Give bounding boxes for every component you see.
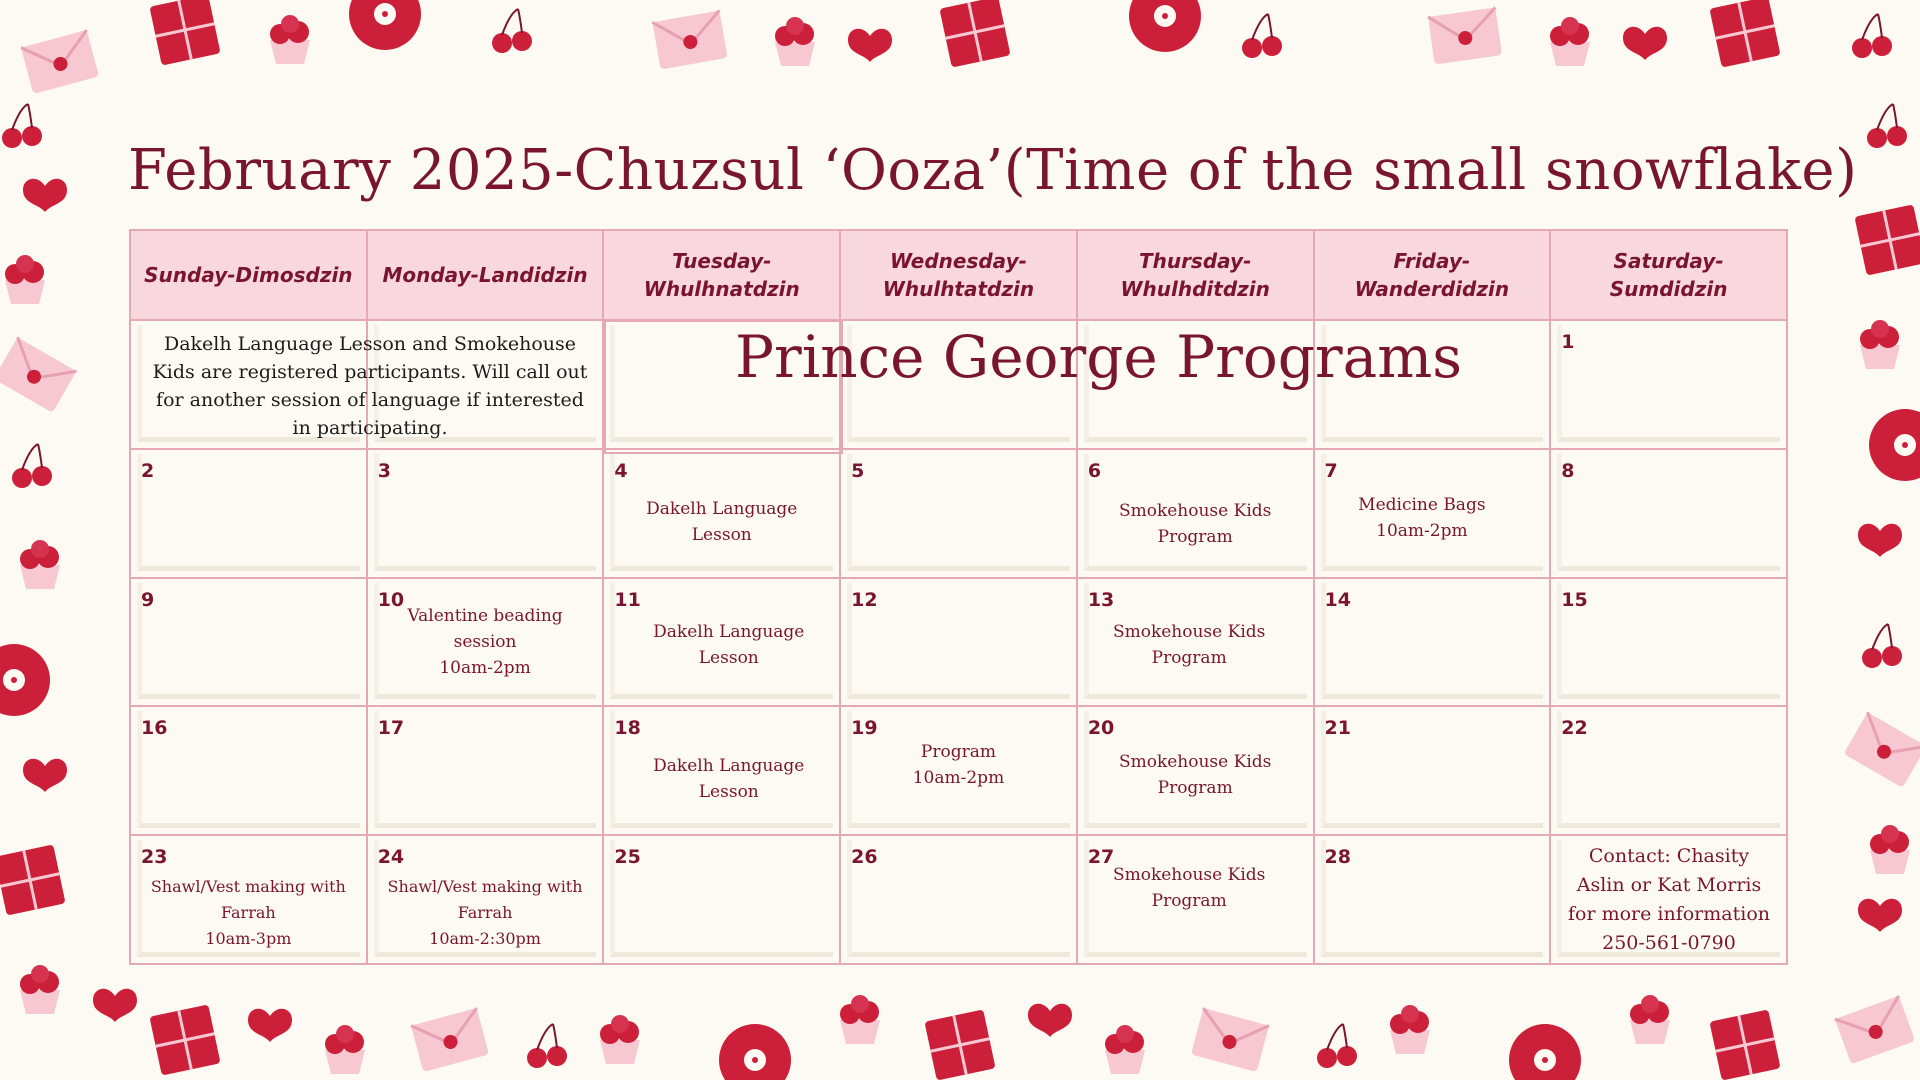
event-line: Shawl/Vest making with — [150, 877, 346, 897]
weekday-wednesday: Wednesday-Whulhtatdzin — [840, 230, 1077, 320]
day-number: 13 — [1087, 588, 1115, 611]
page-title: February 2025-Chuzsul ‘Ooza’(Time of the small snowflake) — [128, 138, 1858, 203]
day-cell-10 — [367, 578, 604, 707]
event-text — [1078, 498, 1313, 550]
event-text — [131, 874, 366, 952]
day-number: 21 — [1324, 717, 1351, 740]
day-number: 20 — [1087, 717, 1115, 740]
day-cell-28 — [1314, 835, 1551, 964]
event-text — [1315, 492, 1530, 544]
registration-note: Dakelh Language Lesson and Smokehouse Kids are registered participants. Will call out for another session of language if interested in participating. — [152, 333, 588, 439]
day-number: 18 — [614, 717, 641, 740]
weekday-saturday: Saturday-Sumdidzin — [1550, 230, 1787, 320]
day-cell-26 — [840, 835, 1077, 964]
day-cell-9 — [130, 578, 367, 707]
day-cell-8 — [1550, 449, 1787, 578]
event-line: 10am-2pm — [439, 657, 531, 678]
event-line: Valentine beading — [407, 605, 563, 626]
event-line: Program — [1151, 647, 1227, 668]
event-text — [368, 603, 603, 681]
day-number: 10 — [377, 588, 405, 611]
event-line: Smokehouse Kids — [1112, 621, 1266, 642]
contact-line: Aslin or Kat Morris — [1576, 874, 1762, 896]
day-cell-12 — [840, 578, 1077, 707]
day-cell-13 — [1077, 578, 1314, 707]
event-line: Program — [1157, 778, 1233, 799]
contact-line: for more information — [1567, 903, 1770, 925]
event-line: Farrah — [457, 903, 513, 923]
day-cell-19 — [840, 706, 1077, 835]
event-text — [1078, 619, 1301, 671]
day-cell-25 — [603, 835, 840, 964]
day-number: 19 — [851, 717, 878, 740]
day-number: 22 — [1561, 717, 1588, 740]
day-number: 24 — [377, 846, 405, 869]
event-line: Program — [1151, 891, 1227, 912]
day-number: 1 — [1561, 331, 1575, 353]
day-cell-7 — [1314, 449, 1551, 578]
day-cell-24 — [367, 835, 604, 964]
day-cell-18 — [603, 706, 840, 835]
event-text — [1078, 749, 1313, 801]
day-number: 28 — [1324, 846, 1351, 869]
day-cell-2 — [130, 449, 367, 578]
day-number: 16 — [141, 717, 168, 740]
day-number: 4 — [614, 459, 628, 482]
contact-line: Contact: Chasity — [1588, 845, 1750, 867]
weekday-thursday: Thursday-Whulhditdzin — [1077, 230, 1314, 320]
programs-subtitle: Prince George Programs — [735, 323, 1462, 391]
event-line: Smokehouse Kids — [1112, 865, 1266, 886]
weekday-monday: Monday-Landidzin — [367, 230, 604, 320]
day-number: 25 — [614, 846, 641, 869]
day-number: 12 — [851, 588, 878, 611]
event-line: Dakelh Language — [653, 621, 805, 642]
event-line: Dakelh Language — [653, 756, 805, 777]
event-text — [841, 739, 1076, 791]
day-number: 2 — [141, 459, 155, 482]
event-text — [1078, 862, 1301, 914]
weekday-header-row — [130, 230, 1787, 320]
day-cell-1 — [1550, 320, 1787, 449]
event-line: Dakelh Language — [646, 498, 798, 519]
day-number: 23 — [141, 846, 168, 869]
contact-phone: 250-561-0790 — [1602, 932, 1736, 954]
day-cell-14 — [1314, 578, 1551, 707]
day-cell-6 — [1077, 449, 1314, 578]
week-row-2 — [130, 449, 1787, 578]
week-row-3 — [130, 578, 1787, 707]
day-cell-15 — [1550, 578, 1787, 707]
event-line: Medicine Bags — [1358, 494, 1486, 515]
event-line: Smokehouse Kids — [1118, 500, 1272, 521]
event-line: Lesson — [698, 647, 759, 668]
event-line: 10am-2pm — [912, 768, 1005, 789]
day-number: 5 — [851, 459, 865, 482]
day-cell-22 — [1550, 706, 1787, 835]
day-number: 11 — [614, 588, 641, 611]
event-line: session — [453, 631, 517, 652]
day-number: 7 — [1324, 459, 1338, 482]
weekday-sunday: Sunday-Dimosdzin — [130, 230, 367, 320]
day-number: 17 — [377, 717, 405, 740]
day-cell-20 — [1077, 706, 1314, 835]
day-number: 3 — [377, 459, 391, 482]
day-number: 6 — [1087, 459, 1102, 482]
day-number: 27 — [1087, 846, 1115, 869]
day-cell-17 — [367, 706, 604, 835]
event-line: 10am-3pm — [205, 929, 292, 949]
day-cell-16 — [130, 706, 367, 835]
day-number: 14 — [1324, 588, 1351, 611]
week-row-4 — [130, 706, 1787, 835]
event-text — [368, 874, 603, 952]
event-line: 10am-2pm — [1376, 520, 1468, 541]
day-cell-4 — [603, 449, 840, 578]
day-cell-3 — [367, 449, 604, 578]
event-line: Lesson — [698, 782, 759, 803]
event-line: 10am-2:30pm — [429, 929, 541, 949]
event-text — [618, 753, 839, 805]
event-line: Program — [920, 742, 996, 763]
event-text — [604, 496, 839, 548]
event-line: Farrah — [221, 903, 276, 923]
day-number: 8 — [1561, 459, 1575, 482]
day-cell-27 — [1077, 835, 1314, 964]
event-line: Shawl/Vest making with — [387, 877, 583, 897]
event-line: Program — [1157, 526, 1233, 547]
event-line: Smokehouse Kids — [1118, 752, 1272, 773]
event-text — [618, 619, 839, 671]
day-cell-23 — [130, 835, 367, 964]
day-number: 26 — [851, 846, 878, 869]
day-cell-21 — [1314, 706, 1551, 835]
day-number: 9 — [141, 588, 155, 611]
week-row-5 — [130, 835, 1787, 964]
weekday-friday: Friday-Wanderdidzin — [1314, 230, 1551, 320]
day-cell-11 — [603, 578, 840, 707]
contact-info — [1551, 842, 1787, 958]
weekday-tuesday: Tuesday-Whulhnatdzin — [603, 230, 840, 320]
day-number: 15 — [1561, 588, 1588, 611]
event-line: Lesson — [691, 524, 752, 545]
day-cell-5 — [840, 449, 1077, 578]
